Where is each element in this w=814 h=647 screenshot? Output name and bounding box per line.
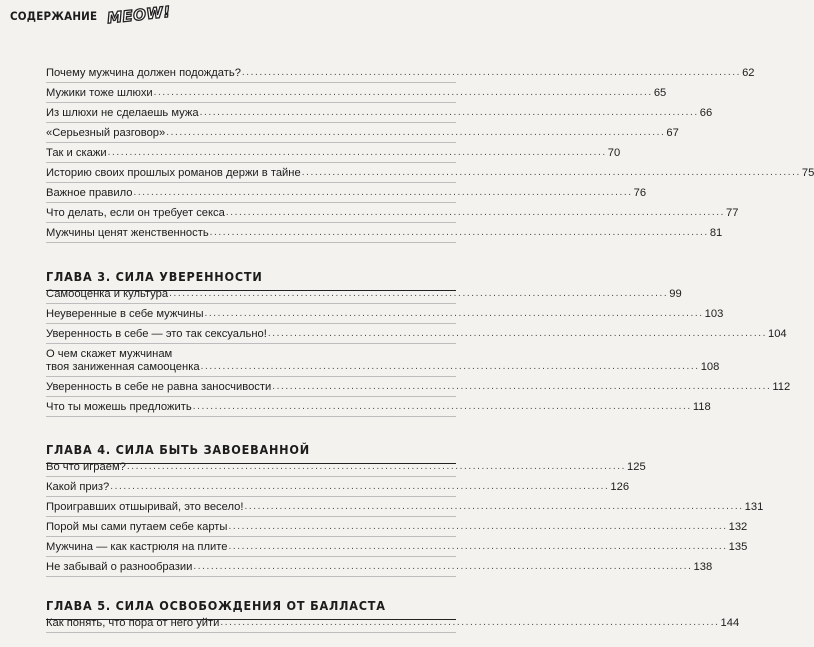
- toc-entry-page: 99: [669, 288, 682, 300]
- toc-section: [46, 284, 791, 417]
- dot-leader: ..................................................................................................................: [204, 308, 704, 319]
- toc-entry-title: Уверенность в себе — это так сексуально!: [46, 328, 267, 340]
- toc-entry-page: 81: [709, 227, 723, 239]
- dot-leader: ..................................................................................................................: [110, 481, 610, 492]
- toc-entry-title: Мужики тоже шлюхи: [46, 87, 153, 99]
- toc-entry-title: Так и скажи: [46, 147, 107, 159]
- toc-entry[interactable]: [46, 143, 621, 163]
- toc-entry-title: Какой приз?: [46, 481, 110, 493]
- toc-entry-title: Как понять, что пора от него уйти: [46, 617, 220, 629]
- toc-entry[interactable]: [46, 397, 711, 417]
- dot-leader: ..................................................................................................................: [301, 167, 801, 178]
- page-header: [10, 2, 172, 28]
- toc-entry[interactable]: [46, 63, 755, 83]
- dot-leader: ..................................................................................................................: [209, 227, 709, 238]
- toc-entry[interactable]: [46, 123, 679, 143]
- toc-entry-page: 144: [720, 617, 740, 629]
- toc-entry[interactable]: [46, 557, 713, 577]
- toc-section: [46, 457, 764, 577]
- toc-entry-page: 131: [744, 501, 764, 513]
- toc-entry-title: Историю своих прошлых романов держи в тайне: [46, 167, 301, 179]
- toc-entry-title: Уверенность в себе не равна заносчивости: [46, 381, 272, 393]
- dot-leader: ..................................................................................................................: [193, 561, 693, 572]
- toc-entry-title: Неуверенные в себе мужчины: [46, 308, 204, 320]
- toc-entry[interactable]: [46, 203, 739, 223]
- toc-entry-page: 62: [742, 67, 755, 79]
- toc-entry-page: 66: [699, 107, 713, 119]
- toc-entry-page: 76: [633, 187, 647, 199]
- meow-logo: MEOW!: [106, 2, 172, 28]
- toc-entry-title: Почему мужчина должен подождать?: [46, 67, 241, 79]
- toc-entry-page: 108: [700, 361, 720, 373]
- toc-entry-page: 135: [728, 541, 748, 553]
- toc-entry[interactable]: [46, 304, 724, 324]
- toc-entry[interactable]: [46, 83, 667, 103]
- toc-entry[interactable]: [46, 223, 723, 243]
- toc-entry[interactable]: [46, 183, 647, 203]
- dot-leader: ..................................................................................................................: [225, 207, 725, 218]
- toc-entry-page: 103: [704, 308, 724, 320]
- toc-entry-page: 104: [767, 328, 787, 340]
- dot-leader: ..................................................................................................................: [267, 328, 767, 339]
- toc-entry-page: 75: [801, 167, 814, 179]
- toc-entry-title: Что ты можешь предложить: [46, 401, 192, 413]
- toc-entry-page: 77: [726, 207, 739, 219]
- toc-entry-page: 70: [607, 147, 621, 159]
- dot-leader: ..................................................................................................................: [228, 541, 728, 552]
- toc-entry-title-line1: О чем скажет мужчинам: [46, 348, 173, 360]
- toc-entry-page: 125: [627, 461, 646, 473]
- toc-entry-page: 65: [653, 87, 667, 99]
- toc-entry-title: «Серьезный разговор»: [46, 127, 166, 139]
- dot-leader: ..................................................................................................................: [199, 107, 699, 118]
- toc-entry-title: Мужчина — как кастрюля на плите: [46, 541, 228, 553]
- toc-entry[interactable]: [46, 497, 764, 517]
- dot-leader: ..................................................................................................................: [153, 87, 653, 98]
- chapter-heading: ГЛАВА 3. СИЛА УВЕРЕННОСТИ: [46, 269, 456, 291]
- toc-entry-title: Что делать, если он требует секса: [46, 207, 225, 219]
- toc-entry[interactable]: [46, 477, 630, 497]
- toc-section: [46, 63, 814, 243]
- chapter-heading: ГЛАВА 4. СИЛА БЫТЬ ЗАВОЕВАННОЙ: [46, 442, 456, 464]
- dot-leader: ..................................................................................................................: [220, 617, 720, 628]
- toc-entry[interactable]: [46, 613, 740, 633]
- toc-entry-title: [46, 348, 200, 376]
- dot-leader: ..................................................................................................................: [200, 361, 700, 372]
- toc-entry-title: Из шлюхи не сделаешь мужа: [46, 107, 199, 119]
- toc-entry-title: Важное правило: [46, 187, 133, 199]
- dot-leader: ..................................................................................................................: [133, 187, 633, 198]
- dot-leader: ..................................................................................................................: [169, 288, 669, 299]
- dot-leader: ..................................................................................................................: [228, 521, 728, 532]
- page-title: СОДЕРЖАНИЕ: [10, 9, 98, 23]
- dot-leader: ..................................................................................................................: [272, 381, 772, 392]
- toc-entry-page: 112: [772, 381, 791, 393]
- dot-leader: ..................................................................................................................: [126, 461, 626, 472]
- toc-entry[interactable]: [46, 344, 720, 377]
- toc-entry-page: 67: [666, 127, 679, 139]
- toc-entry-title: Проигравших отшыривай, это весело!: [46, 501, 244, 513]
- toc-entry[interactable]: [46, 377, 791, 397]
- toc-entry-title: Во что играем?: [46, 461, 126, 473]
- toc-section: [46, 613, 740, 633]
- dot-leader: ..................................................................................................................: [107, 147, 607, 158]
- toc-entry[interactable]: [46, 457, 646, 477]
- dot-leader: ..................................................................................................................: [192, 401, 692, 412]
- toc-entry-title: Не забывай о разнообразии: [46, 561, 193, 573]
- toc-entry[interactable]: [46, 517, 748, 537]
- toc-entry[interactable]: [46, 324, 787, 344]
- toc-entry-page: 126: [610, 481, 630, 493]
- chapter-heading: ГЛАВА 5. СИЛА ОСВОБОЖДЕНИЯ ОТ БАЛЛАСТА: [46, 598, 456, 620]
- toc-entry[interactable]: [46, 284, 682, 304]
- dot-leader: ..................................................................................................................: [241, 67, 742, 78]
- toc-entry-title-line2: твоя заниженная самооценка: [46, 361, 200, 373]
- toc-entry[interactable]: [46, 537, 748, 557]
- dot-leader: ..................................................................................................................: [244, 501, 744, 512]
- toc-entry-title: Самооценка и культура: [46, 288, 169, 300]
- toc-entry-page: 118: [692, 401, 711, 413]
- toc-entry-page: 138: [693, 561, 713, 573]
- toc-entry[interactable]: [46, 103, 713, 123]
- toc-entry-title: Порой мы сами путаем себе карты: [46, 521, 228, 533]
- toc-entry-page: 132: [728, 521, 748, 533]
- dot-leader: ..................................................................................................................: [166, 127, 666, 138]
- toc-entry[interactable]: [46, 163, 814, 183]
- toc-entry-title: Мужчины ценят женственность: [46, 227, 209, 239]
